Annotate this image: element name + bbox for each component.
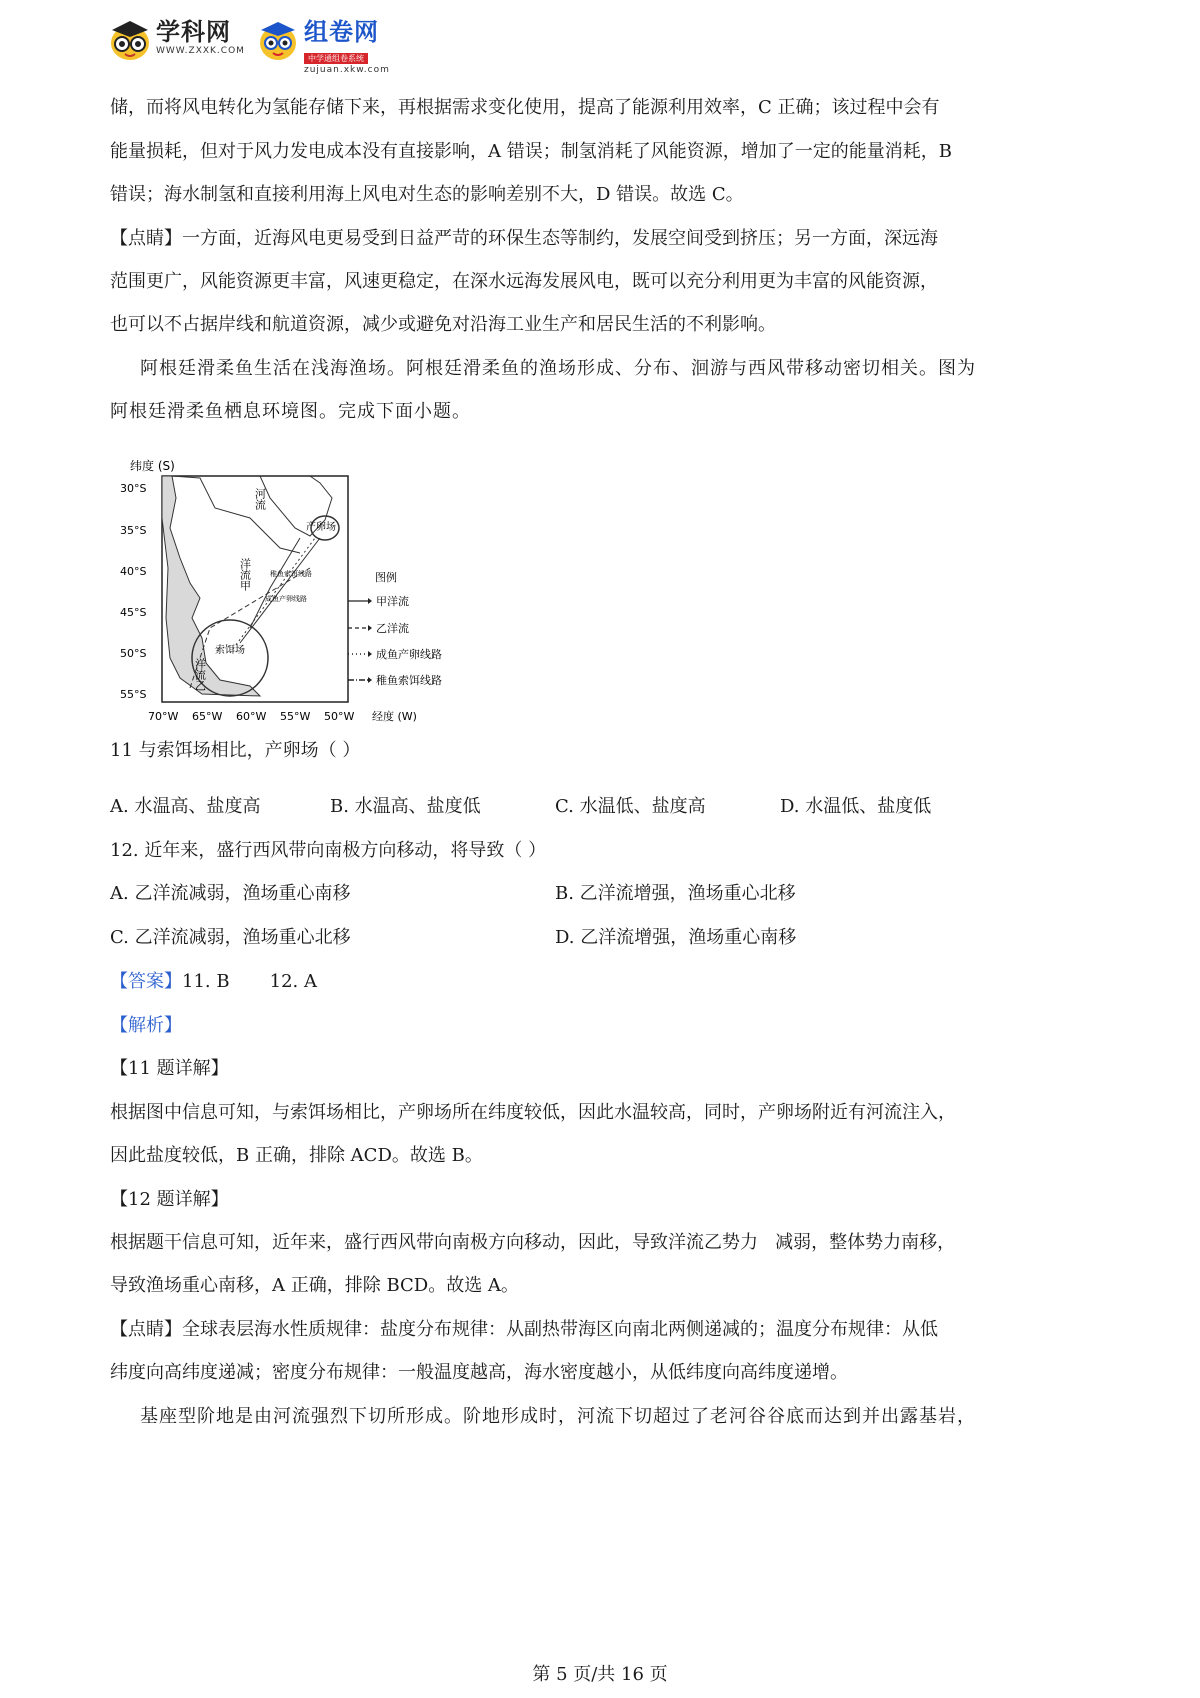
river-label: 河流 bbox=[253, 488, 267, 510]
note-line: 纬度向高纬度递减；密度分布规律：一般温度越高，海水密度越小，从低纬度向高纬度递增。 bbox=[110, 1362, 848, 1383]
lat-tick: 45°S bbox=[120, 606, 147, 619]
note-line: 【点睛】全球表层海水性质规律：盐度分布规律：从副热带海区向南北两侧递减的；温度分布规律：从低 bbox=[110, 1319, 938, 1340]
xkw-url: WWW.ZXXK.COM bbox=[156, 46, 245, 56]
page-footer: 第 5 页/共 16 页 bbox=[532, 1664, 668, 1685]
coast-east bbox=[172, 476, 300, 553]
lon-tick: 70°W bbox=[148, 710, 179, 723]
lon-tick: 55°W bbox=[280, 710, 311, 723]
intro-line: 阿根廷滑柔鱼生活在浅海渔场。阿根廷滑柔鱼的渔场形成、分布、洄游与西风带移动密切相关。图为 bbox=[140, 358, 976, 379]
y-axis-title: 纬度 (S) bbox=[130, 459, 175, 473]
habitat-map bbox=[110, 448, 510, 768]
spawning-label: 产卵场 bbox=[306, 522, 336, 533]
lat-tick: 30°S bbox=[120, 482, 147, 495]
xkw-name: 学科网 bbox=[156, 18, 231, 46]
legend-title: 图例 bbox=[375, 571, 397, 584]
q11-option-a[interactable]: A. 水温高、盐度高 bbox=[110, 796, 261, 817]
text-line: 【点睛】一方面，近海风电更易受到日益严苛的环保生态等制约，发展空间受到挤压；另一方面，深远海 bbox=[110, 228, 938, 249]
q11-option-b[interactable]: B. 水温高、盐度低 bbox=[330, 796, 481, 817]
q11-stem: 11 与索饵场相比，产卵场（ ） bbox=[110, 740, 361, 761]
lat-tick: 55°S bbox=[120, 688, 147, 701]
zjw-name: 组卷网 bbox=[304, 18, 379, 46]
adult-route-label: 成鱼产卵线路 bbox=[265, 595, 307, 603]
mascot-face-icon bbox=[256, 18, 300, 62]
analysis-label: 【解析】 bbox=[110, 1015, 182, 1036]
legend-item: 稚鱼索饵线路 bbox=[376, 674, 442, 687]
lat-tick: 50°S bbox=[120, 647, 147, 660]
q12-option-b[interactable]: B. 乙洋流增强，渔场重心北移 bbox=[555, 883, 796, 904]
owl-face-icon bbox=[108, 18, 152, 62]
lon-tick: 60°W bbox=[236, 710, 267, 723]
detail12-heading: 【12 题详解】 bbox=[110, 1189, 229, 1210]
answer-label: 【答案】 bbox=[110, 971, 182, 992]
zjw-subtitle: 中学通组卷系统 bbox=[304, 53, 368, 64]
q12-stem: 12. 近年来，盛行西风带向南极方向移动，将导致（ ） bbox=[110, 840, 547, 861]
detail11-heading: 【11 题详解】 bbox=[110, 1058, 229, 1079]
detail12-line: 根据题干信息可知，近年来，盛行西风带向南极方向移动，因此，导致洋流乙势力 减弱，整体势力南移， bbox=[110, 1232, 956, 1253]
x-axis-title: 经度 (W) bbox=[372, 710, 417, 723]
text-line: 也可以不占据岸线和航道资源，减少或避免对沿海工业生产和居民生活的不利影响。 bbox=[110, 314, 776, 335]
text-line: 错误；海水制氢和直接利用海上风电对生态的影响差别不大，D 错误。故选 C。 bbox=[110, 184, 744, 205]
xkw-logo[interactable] bbox=[108, 18, 245, 62]
q12-option-a[interactable]: A. 乙洋流减弱，渔场重心南移 bbox=[110, 883, 351, 904]
feeding-label: 索饵场 bbox=[215, 645, 245, 656]
lat-tick: 35°S bbox=[120, 524, 147, 537]
lat-tick: 40°S bbox=[120, 565, 147, 578]
q12-option-d[interactable]: D. 乙洋流增强，渔场重心南移 bbox=[555, 927, 797, 948]
lon-tick: 65°W bbox=[192, 710, 223, 723]
detail11-line: 根据图中信息可知，与索饵场相比，产卵场所在纬度较低，因此水温较高，同时，产卵场附近有河流注入， bbox=[110, 1102, 956, 1123]
answer-value: 11. B 12. A bbox=[182, 971, 317, 992]
answer-line bbox=[110, 970, 317, 994]
text-line: 能量损耗，但对于风力发电成本没有直接影响，A 错误；制氢消耗了风能资源，增加了一定的能量消耗，B bbox=[110, 141, 952, 162]
lon-tick: 50°W bbox=[324, 710, 355, 723]
detail11-line: 因此盐度较低，B 正确，排除 ACD。故选 B。 bbox=[110, 1145, 483, 1166]
legend-item: 乙洋流 bbox=[376, 622, 409, 635]
next-intro: 基座型阶地是由河流强烈下切所形成。阶地形成时，河流下切超过了老河谷谷底而达到并出露基岩， bbox=[140, 1406, 976, 1427]
q12-option-c[interactable]: C. 乙洋流减弱，渔场重心北移 bbox=[110, 927, 351, 948]
current-a-label: 洋流甲 bbox=[238, 558, 252, 591]
current-b-label: 洋流乙 bbox=[193, 658, 207, 691]
q11-option-c[interactable]: C. 水温低、盐度高 bbox=[555, 796, 706, 817]
zjw-logo[interactable] bbox=[256, 18, 390, 75]
header-logos bbox=[108, 18, 408, 73]
legend-item: 甲洋流 bbox=[376, 595, 409, 608]
zjw-url: zujuan.xkw.com bbox=[304, 65, 390, 75]
detail12-line: 导致渔场重心南移，A 正确，排除 BCD。故选 A。 bbox=[110, 1275, 519, 1296]
text-line: 储，而将风电转化为氢能存储下来，再根据需求变化使用，提高了能源利用效率，C 正确；该过程中会有 bbox=[110, 97, 940, 118]
text-line: 范围更广，风能资源更丰富，风速更稳定，在深水远海发展风电，既可以充分利用更为丰富的风能资源， bbox=[110, 271, 938, 292]
q11-option-d[interactable]: D. 水温低、盐度低 bbox=[780, 796, 932, 817]
juvenile-route bbox=[240, 538, 320, 643]
intro-line: 阿根廷滑柔鱼栖息环境图。完成下面小题。 bbox=[110, 401, 471, 422]
juvenile-route-label: 稚鱼索饵线路 bbox=[270, 570, 312, 578]
legend-item: 成鱼产卵线路 bbox=[376, 648, 442, 661]
